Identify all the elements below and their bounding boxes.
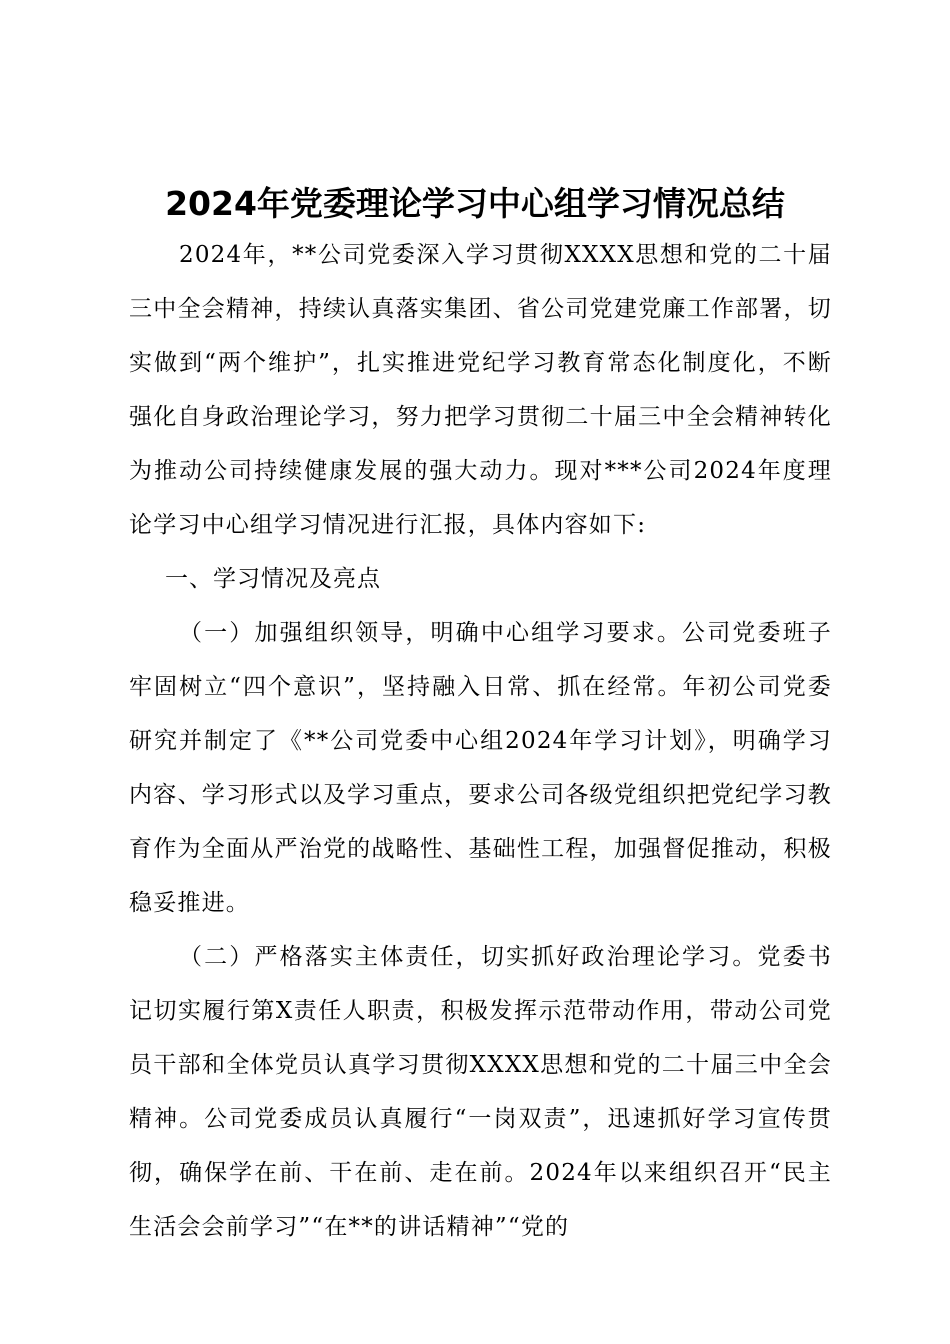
section-heading: 一、学习情况及亮点: [165, 566, 381, 592]
item-lead-2: （二）严格落实主体责任，切实抓好政治理论学习。: [179, 944, 758, 970]
document-title: 2024年党委理论学习中心组学习情况总结: [165, 184, 785, 223]
item-body-2: 党委书记切实履行第X责任人职责，积极发挥示范带动作用，带动公司党员干部和全体党员认真学习贯彻XXXX思想和党的二十届三中全会精神。公司党委成员认真履行“一岗双责”，迅速抓好学习宣传贯彻，确保学在前、干在前、走在前。2024年以来组织召开“民主生活会会前学习”“在**的讲话精神”“党的: [129, 944, 832, 1240]
item-paragraph-2: [129, 930, 832, 1254]
item-paragraph-1: [129, 606, 832, 930]
document-body: [129, 228, 832, 1254]
item-body-1: 公司党委班子牢固树立“四个意识”，坚持融入日常、抓在经常。年初公司党委研究并制定了《**公司党委中心组2024年学习计划》，明确学习内容、学习形式以及学习重点，要求公司各级党组织把党纪学习教育作为全面从严治党的战略性、基础性工程，加强督促推动，积极稳妥推进。: [129, 620, 833, 916]
item-lead-1: （一）加强组织领导，明确中心组学习要求。: [179, 620, 683, 646]
intro-paragraph: 2024年，**公司党委深入学习贯彻XXXX思想和党的二十届三中全会精神，持续认真落实集团、省公司党建党廉工作部署，切实做到“两个维护”，扎实推进党纪学习教育常态化制度化，不断强化自身政治理论学习，努力把学习贯彻二十届三中全会精神转化为推动公司持续健康发展的强大动力。现对***公司2024年度理论学习中心组学习情况进行汇报，具体内容如下:: [129, 242, 832, 538]
